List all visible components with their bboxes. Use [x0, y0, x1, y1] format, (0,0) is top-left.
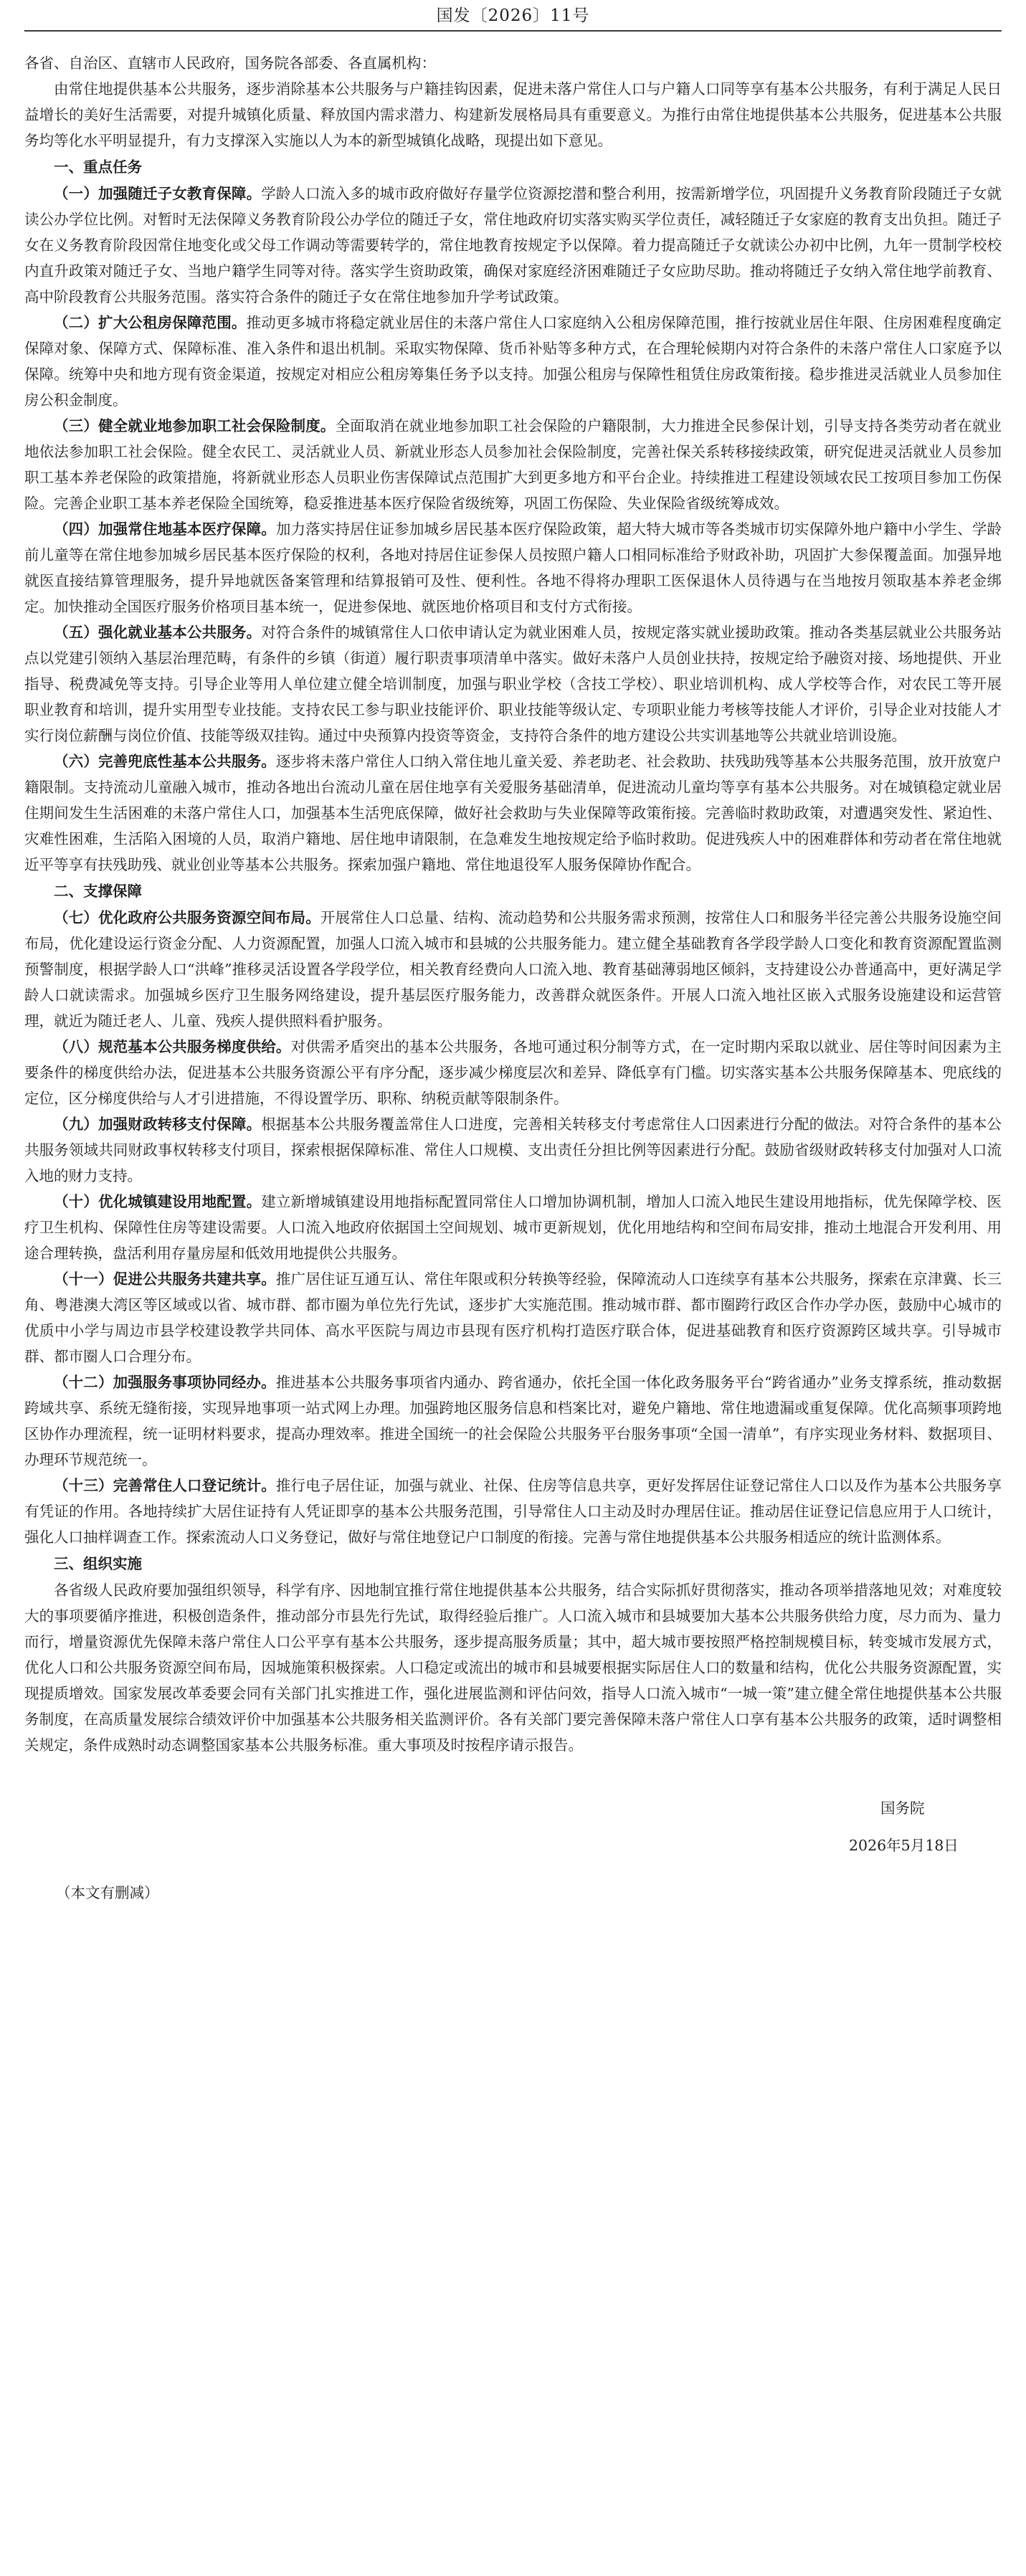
paragraph-text: 加力落实持居住证参加城乡居民基本医疗保险政策，超大特大城市等各类城市切实保障外地户籍中小学生、学龄前儿童等在常住地参加城乡居民基本医疗保险的权利，各地对持居住证参保人员按照户籍人口相同标准给予财政补助，巩固扩大参保覆盖面。加强异地就医直接结算管理服务，提升异地就医备案管理和结算报销可及性、便利性。各地不得将办理职工医保退休人员待遇与在当地按月领取基本养老金绑定。加快推动全国医疗服务价格项目基本统一，促进参保地、就医地价格项目和支付方式衔接。: [24, 521, 1002, 615]
section-paragraph: [24, 1577, 1002, 1758]
section-paragraph: [24, 1034, 1002, 1111]
paragraph-text: 推行电子居住证，加强与就业、社保、住房等信息共享，更好发挥居住证登记常住人口以及作为基本公共服务享有凭证的作用。各地持续扩大居住证持有人凭证即享的基本公共服务范围，引导常住人口主动及时办理居住证。推动居住证登记信息应用于人口统计，强化人口抽样调查工作。探索流动人口义务登记，做好与常住地登记户口制度的衔接。完善与常住地提供基本公共服务相适应的统计监测体系。: [24, 1477, 1002, 1546]
paragraph-text: 开展常住人口总量、结构、流动趋势和公共服务需求预测，按常住人口和服务半径完善公共服务设施空间布局，优化建设运行资金分配、人力资源配置，加强人口流入城市和县城的公共服务能力。建立健全基础教育各学段学龄人口变化和教育资源配置监测预警制度，根据学龄人口“洪峰”推移灵活设置各学段学位，相关教育经费向人口流入地、教育基础薄弱地区倾斜，支持建设公办普通高中，更好满足学龄人口就读需求。加强城乡医疗卫生服务网络建设，提升基层医疗服务能力，改善群众就医条件。开展人口流入地社区嵌入式服务设施建设和运营管理，就近为随迁老人、儿童、残疾人提供照料看护服务。: [24, 909, 1002, 1030]
paragraph-lead: （十三）完善常住人口登记统计。: [54, 1477, 276, 1494]
document-body: [24, 153, 1002, 1758]
header-divider: [24, 30, 1002, 32]
section-paragraph: [24, 1189, 1002, 1266]
paragraph-lead: （八）规范基本公共服务梯度供给。: [54, 1038, 291, 1055]
paragraph-lead: （十二）加强服务事项协同经办。: [54, 1374, 276, 1391]
section-paragraph: [24, 413, 1002, 516]
section-paragraph: [24, 1266, 1002, 1369]
paragraph-text: 逐步将未落户常住人口纳入常住地儿童关爱、养老助老、社会救助、扶残助残等基本公共服务范围，放开放宽户籍限制。支持流动儿童融入城市，推动各地出台流动儿童在居住地享有关爱服务基础清单，促进流动儿童均等享有基本公共服务。对在城镇稳定就业居住期间发生生活困难的未落户常住人口，加强基本生活兜底保障，做好社会救助与失业保障等政策衔接。完善临时救助政策，对遭遇突发性、紧迫性、灾难性困难，生活陷入困境的人员，取消户籍地、居住地申请限制，在急难发生地按规定给予临时救助。促进残疾人中的困难群体和劳动者在常住地就近平等享有扶残助残、就业创业等基本公共服务。探索加强户籍地、常住地退役军人服务保障协作配合。: [24, 753, 1002, 873]
section-paragraph: [24, 310, 1002, 413]
section-paragraph: [24, 748, 1002, 878]
section-heading: 一、重点任务: [54, 158, 142, 176]
section-paragraph: [24, 619, 1002, 748]
paragraph-lead: （五）强化就业基本公共服务。: [54, 624, 262, 641]
issuer-name: 国务院: [880, 1800, 925, 1817]
paragraph-text: 全面取消在就业地参加职工社会保险的户籍限制，大力推进全民参保计划，引导支持各类劳动者在就业地依法参加职工社会保险。健全农民工、灵活就业人员、新就业形态人员参加社会保险制度，完善社保关系转移接续政策，研究促进灵活就业人员参加职工基本养老保险的政策措施，将新就业形态人员职业伤害保障试点范围扩大到更多地方和平台企业。持续推进工程建设领域农民工按项目参加工伤保险。完善企业职工基本养老保险全国统筹，稳妥推进基本医疗保险省级统筹，巩固工伤保险、失业保险省级统筹成效。: [24, 417, 1002, 512]
paragraph-lead: （七）优化政府公共服务资源空间布局。: [54, 909, 320, 926]
paragraph-lead: （一）加强随迁子女教育保障。: [54, 185, 262, 202]
paragraph-text: 推广居住证互通互认、常住年限或积分转换等经验，保障流动人口连续享有基本公共服务，探索在京津冀、长三角、粤港澳大湾区等区域或以省、城市群、都市圈为单位先行先试，逐步扩大实施范围。推动城市群、都市圈跨行政区合作办学办医，鼓励中心城市的优质中小学与周边市县学校建设教学共同体、高水平医院与周边市县现有医疗机构打造医疗联合体，促进基础教育和医疗资源跨区域共享。引导城市群、都市圈人口合理分布。: [24, 1270, 1002, 1365]
abridged-note: （本文有删减）: [56, 1884, 159, 1901]
paragraph-lead: （十）优化城镇建设用地配置。: [54, 1193, 262, 1210]
section-paragraph: [24, 1473, 1002, 1550]
paragraph-lead: （二）扩大公租房保障范围。: [54, 314, 247, 331]
section-paragraph: [24, 1111, 1002, 1189]
paragraph-text: 各省级人民政府要加强组织领导，科学有序、因地制宜推行常住地提供基本公共服务，结合实际抓好贯彻落实，推动各项举措落地见效；对难度较大的事项要循序推进，积极创造条件，推动部分市县先行先试，取得经验后推广。人口流入城市和县城要加大基本公共服务供给力度，尽力而为、量力而行，增量资源优先保障未落户常住人口公平享有基本公共服务，逐步提高服务质量；其中，超大城市要按照严格控制规模目标，转变城市发展方式，优化人口和公共服务资源空间布局，因城施策积极探索。人口稳定或流出的城市和县城要根据实际居住人口的数量和结构，优化公共服务资源配置，实现提质增效。国家发展改革委要会同有关部门扎实推进工作，强化进展监测和评估问效，指导人口流入城市“一城一策”建立健全常住地提供基本公共服务制度，在高质量发展综合绩效评价中加强基本公共服务相关监测评价。各有关部门要完善保障未落户常住人口享有基本公共服务的政策，适时调整相关规定，条件成熟时动态调整国家基本公共服务标准。重大事项及时按程序请示报告。: [24, 1582, 1002, 1754]
paragraph-text: 对符合条件的城镇常住人口依申请认定为就业困难人员，按规定落实就业援助政策。推动各类基层就业公共服务站点以党建引领纳入基层治理范畴，有条件的乡镇（街道）履行职责事项清单中落实。做好未落户人员创业扶持，按规定给予融资对接、场地提供、开业指导、税费减免等支持。引导企业等用人单位建立健全培训制度，加强与职业学校（含技工学校）、职业培训机构、成人学校等合作，对农民工等开展职业教育和培训，提升实用型专业技能。支持农民工参与职业技能评价、职业技能等级认定、专项职业能力考核等技能人才评价，引导企业对技能人才实行岗位薪酬与岗位价值、技能等级双挂钩。通过中央预算内投资等资金，支持符合条件的地方建设公共实训基地等公共就业培训设施。: [24, 624, 1002, 744]
paragraph-text: 学龄人口流入多的城市政府做好存量学位资源挖潜和整合利用，按需新增学位，巩固提升义务教育阶段随迁子女就读公办学位比例。对暂时无法保障义务教育阶段公办学位的随迁子女，常住地政府切实落实购买学位责任，减轻随迁子女家庭的教育支出负担。随迁子女在义务教育阶段因常住地变化或父母工作调动等需要转学的，常住地教育按规定予以保障。着力提高随迁子女就读公办初中比例，九年一贯制学校校内直升政策对随迁子女、当地户籍学生同等对待。落实学生资助政策，确保对家庭经济困难随迁子女应助尽助。推动将随迁子女纳入常住地学前教育、高中阶段教育公共服务范围。落实符合条件的随迁子女在常住地参加升学考试政策。: [24, 185, 1002, 305]
paragraph-lead: （三）健全就业地参加职工社会保险制度。: [54, 417, 336, 434]
paragraph-lead: （九）加强财政转移支付保障。: [54, 1116, 262, 1133]
section-heading: 三、组织实施: [54, 1555, 142, 1572]
paragraph-text: 根据基本公共服务覆盖常住人口进度，完善相关转移支付考虑常住人口因素进行分配的做法。对符合条件的基本公共服务领域共同财政事权转移支付项目，探索根据保障标准、常住人口规模、支出责任分担比例等因素进行分配。鼓励省级财政转移支付加强对人口流入地的财力支持。: [24, 1116, 1002, 1184]
paragraph-text: 推进基本公共服务事项省内通办、跨省通办，依托全国一体化政务服务平台“跨省通办”业务支撑系统，推动数据跨域共享、系统无缝衔接，实现异地事项一站式网上办理。加强跨地区服务信息和档案比对，避免户籍地、常住地遗漏或重复保障。优化高频事项跨地区协作办理流程，统一证明材料要求，提高办理效率。推进全国统一的社会保险公共服务平台服务事项“全国一清单”，有序实现业务材料、数据项目、办理环节规范统一。: [24, 1374, 1002, 1468]
section-paragraph: [24, 1369, 1002, 1473]
paragraph-lead: （六）完善兜底性基本公共服务。: [54, 753, 276, 770]
paragraph-text: 推动更多城市将稳定就业居住的未落户常住人口家庭纳入公租房保障范围，推行按就业居住年限、住房困难程度确定保障对象、保障方式、保障标准、准入条件和退出机制。采取实物保障、货币补贴等多种方式，在合理轮候期内对符合条件的未落户常住人口家庭予以保障。统筹中央和地方现有资金渠道，按规定对相应公租房筹集任务予以支持。加强公租房与保障性租赁住房政策衔接。稳步推进灵活就业人员参加住房公积金制度。: [24, 314, 1002, 409]
section-paragraph: [24, 516, 1002, 619]
document-number: 国发〔2026〕11号: [436, 6, 590, 25]
paragraph-lead: （四）加强常住地基本医疗保障。: [54, 521, 276, 538]
intro-paragraph: 由常住地提供基本公共服务，逐步消除基本公共服务与户籍挂钩因素，促进未落户常住人口与户籍人口同等享有基本公共服务，有利于满足人民日益增长的美好生活需要，对提升城镇化质量、释放国内需求潜力、构建新发展格局具有重要意义。为推行由常住地提供基本公共服务，促进基本公共服务均等化水平明显提升，有力支撑深入实施以人为本的新型城镇化战略，现提出如下意见。: [24, 80, 1002, 149]
section-paragraph: [24, 905, 1002, 1034]
section-heading: 二、支撑保障: [54, 883, 142, 900]
paragraph-text: 对供需矛盾突出的基本公共服务，各地可通过积分制等方式，在一定时期内采取以就业、居住等时间因素为主要条件的梯度供给办法，促进基本公共服务资源公平有序分配，逐步减少梯度层次和差异、降低享有门槛。切实落实基本公共服务保障基本、兜底线的定位，区分梯度供给与人才引进措施，不得设置学历、职称、纳税贡献等限制条件。: [24, 1038, 1002, 1107]
section-paragraph: [24, 181, 1002, 310]
paragraph-lead: （十一）促进公共服务共建共享。: [54, 1270, 276, 1288]
issue-date: 2026年5月18日: [849, 1837, 959, 1854]
salutation: 各省、自治区、直辖市人民政府，国务院各部委、各直属机构：: [24, 54, 436, 72]
paragraph-text: 建立新增城镇建设用地指标配置同常住人口增加协调机制，增加人口流入地民生建设用地指标，优先保障学校、医疗卫生机构、保障性住房等建设需要。人口流入地政府依据国土空间规划、城市更新规划，优化用地结构和空间布局安排，推动土地混合开发利用、用途合理转换，盘活利用存量房屋和低效用地提供公共服务。: [24, 1193, 1002, 1262]
signature-block: [24, 1795, 1002, 1901]
